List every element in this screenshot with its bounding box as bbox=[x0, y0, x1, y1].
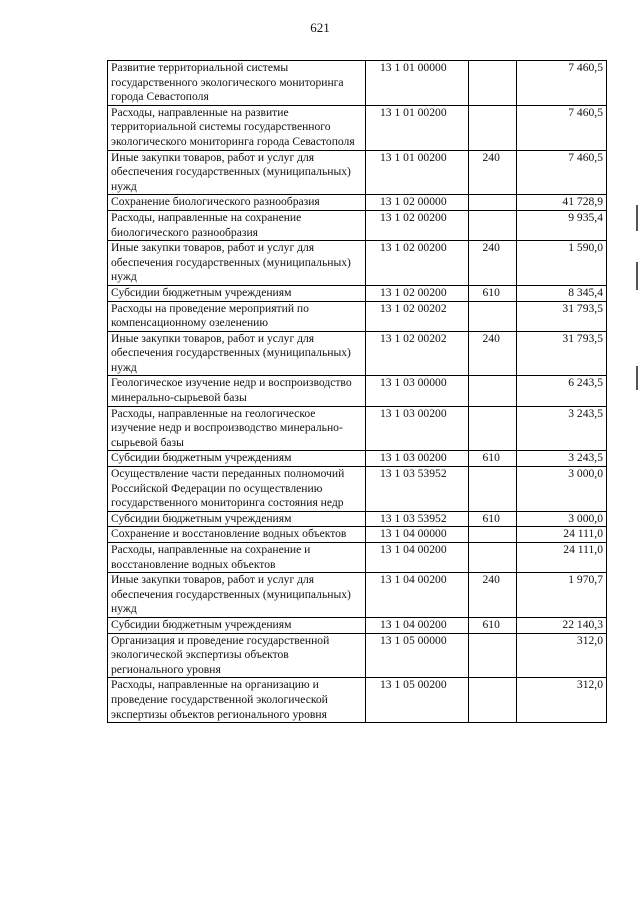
table-row bbox=[108, 61, 607, 106]
table-row bbox=[108, 406, 607, 451]
cell-code: 13 1 01 00000 bbox=[365, 61, 468, 106]
cell-name: Развитие территориальной системы государственного экологического мониторинга города Севастополя bbox=[108, 61, 366, 106]
page-number: 621 bbox=[310, 20, 330, 35]
cell-code: 13 1 02 00200 bbox=[365, 210, 468, 240]
cell-code: 13 1 04 00000 bbox=[365, 527, 468, 543]
table-row bbox=[108, 451, 607, 467]
table-row bbox=[108, 285, 607, 301]
cell-name: Сохранение и восстановление водных объектов bbox=[108, 527, 366, 543]
table-row bbox=[108, 150, 607, 195]
cell-name: Организация и проведение государственной экологической экспертизы объектов регионального уровня bbox=[108, 633, 366, 678]
cell-type bbox=[468, 633, 517, 678]
cell-sum: 24 111,0 bbox=[517, 543, 607, 573]
cell-type: 610 bbox=[468, 451, 517, 467]
cell-type: 610 bbox=[468, 617, 517, 633]
cell-type: 240 bbox=[468, 331, 517, 376]
cell-name: Субсидии бюджетным учреждениям bbox=[108, 617, 366, 633]
cell-name: Иные закупки товаров, работ и услуг для обеспечения государственных (муниципальных) нужд bbox=[108, 573, 366, 618]
cell-type: 610 bbox=[468, 285, 517, 301]
cell-sum: 7 460,5 bbox=[517, 61, 607, 106]
cell-type bbox=[468, 527, 517, 543]
cell-code: 13 1 03 00200 bbox=[365, 406, 468, 451]
cell-name: Сохранение биологического разнообразия bbox=[108, 195, 366, 211]
cell-name: Расходы, направленные на геологическое изучение недр и воспроизводство минерально-сырьевой базы bbox=[108, 406, 366, 451]
cell-code: 13 1 01 00200 bbox=[365, 150, 468, 195]
table-row bbox=[108, 617, 607, 633]
cell-sum: 8 345,4 bbox=[517, 285, 607, 301]
table-body bbox=[108, 61, 607, 723]
cell-name: Субсидии бюджетным учреждениям bbox=[108, 511, 366, 527]
cell-sum: 1 970,7 bbox=[517, 573, 607, 618]
cell-code: 13 1 02 00000 bbox=[365, 195, 468, 211]
cell-sum: 312,0 bbox=[517, 633, 607, 678]
cell-name: Расходы, направленные на организацию и проведение государственной экологической экспертизы объектов регионального уровня bbox=[108, 678, 366, 723]
cell-code: 13 1 02 00202 bbox=[365, 301, 468, 331]
cell-sum: 9 935,4 bbox=[517, 210, 607, 240]
cell-sum: 22 140,3 bbox=[517, 617, 607, 633]
table-row bbox=[108, 210, 607, 240]
cell-code: 13 1 03 00000 bbox=[365, 376, 468, 406]
table-row bbox=[108, 195, 607, 211]
cell-name: Иные закупки товаров, работ и услуг для обеспечения государственных (муниципальных) нужд bbox=[108, 241, 366, 286]
cell-sum: 3 000,0 bbox=[517, 467, 607, 512]
cell-type: 240 bbox=[468, 241, 517, 286]
table-row bbox=[108, 301, 607, 331]
table-row bbox=[108, 543, 607, 573]
cell-sum: 3 243,5 bbox=[517, 406, 607, 451]
cell-code: 13 1 04 00200 bbox=[365, 617, 468, 633]
cell-name: Геологическое изучение недр и воспроизводство минерально-сырьевой базы bbox=[108, 376, 366, 406]
cell-type bbox=[468, 105, 517, 150]
table-row bbox=[108, 511, 607, 527]
table-row bbox=[108, 376, 607, 406]
cell-type bbox=[468, 406, 517, 451]
cell-code: 13 1 02 00202 bbox=[365, 331, 468, 376]
cell-sum: 7 460,5 bbox=[517, 105, 607, 150]
scan-edge-mark bbox=[636, 262, 638, 290]
table-row bbox=[108, 241, 607, 286]
cell-name: Субсидии бюджетным учреждениям bbox=[108, 285, 366, 301]
cell-name: Расходы на проведение мероприятий по компенсационному озеленению bbox=[108, 301, 366, 331]
table-row bbox=[108, 105, 607, 150]
cell-type bbox=[468, 543, 517, 573]
cell-type bbox=[468, 195, 517, 211]
cell-name: Расходы, направленные на развитие территориальной системы государственного экологического мониторинга города Севастополя bbox=[108, 105, 366, 150]
cell-code: 13 1 02 00200 bbox=[365, 285, 468, 301]
cell-type bbox=[468, 467, 517, 512]
cell-code: 13 1 02 00200 bbox=[365, 241, 468, 286]
cell-sum: 3 000,0 bbox=[517, 511, 607, 527]
cell-sum: 7 460,5 bbox=[517, 150, 607, 195]
cell-type bbox=[468, 61, 517, 106]
cell-sum: 24 111,0 bbox=[517, 527, 607, 543]
cell-name: Иные закупки товаров, работ и услуг для обеспечения государственных (муниципальных) нужд bbox=[108, 331, 366, 376]
cell-name: Субсидии бюджетным учреждениям bbox=[108, 451, 366, 467]
cell-code: 13 1 05 00000 bbox=[365, 633, 468, 678]
table-row bbox=[108, 467, 607, 512]
cell-code: 13 1 03 53952 bbox=[365, 467, 468, 512]
cell-name: Расходы, направленные на сохранение биологического разнообразия bbox=[108, 210, 366, 240]
cell-code: 13 1 04 00200 bbox=[365, 543, 468, 573]
table-row bbox=[108, 527, 607, 543]
cell-sum: 31 793,5 bbox=[517, 331, 607, 376]
scan-edge-mark bbox=[636, 205, 638, 231]
cell-type bbox=[468, 678, 517, 723]
cell-name: Иные закупки товаров, работ и услуг для обеспечения государственных (муниципальных) нужд bbox=[108, 150, 366, 195]
cell-code: 13 1 03 00200 bbox=[365, 451, 468, 467]
cell-code: 13 1 05 00200 bbox=[365, 678, 468, 723]
cell-type: 610 bbox=[468, 511, 517, 527]
table-row bbox=[108, 573, 607, 618]
cell-type bbox=[468, 210, 517, 240]
cell-sum: 31 793,5 bbox=[517, 301, 607, 331]
cell-sum: 3 243,5 bbox=[517, 451, 607, 467]
cell-type bbox=[468, 376, 517, 406]
table-row bbox=[108, 678, 607, 723]
table-row bbox=[108, 331, 607, 376]
cell-sum: 6 243,5 bbox=[517, 376, 607, 406]
table-row bbox=[108, 633, 607, 678]
budget-table bbox=[107, 60, 607, 723]
cell-sum: 312,0 bbox=[517, 678, 607, 723]
cell-name: Расходы, направленные на сохранение и восстановление водных объектов bbox=[108, 543, 366, 573]
scan-edge-mark bbox=[636, 366, 638, 390]
cell-type bbox=[468, 301, 517, 331]
cell-sum: 41 728,9 bbox=[517, 195, 607, 211]
cell-code: 13 1 03 53952 bbox=[365, 511, 468, 527]
cell-sum: 1 590,0 bbox=[517, 241, 607, 286]
cell-type: 240 bbox=[468, 150, 517, 195]
cell-type: 240 bbox=[468, 573, 517, 618]
cell-name: Осуществление части переданных полномочий Российской Федерации по осуществлению государственного мониторинга состояния недр bbox=[108, 467, 366, 512]
cell-code: 13 1 04 00200 bbox=[365, 573, 468, 618]
cell-code: 13 1 01 00200 bbox=[365, 105, 468, 150]
